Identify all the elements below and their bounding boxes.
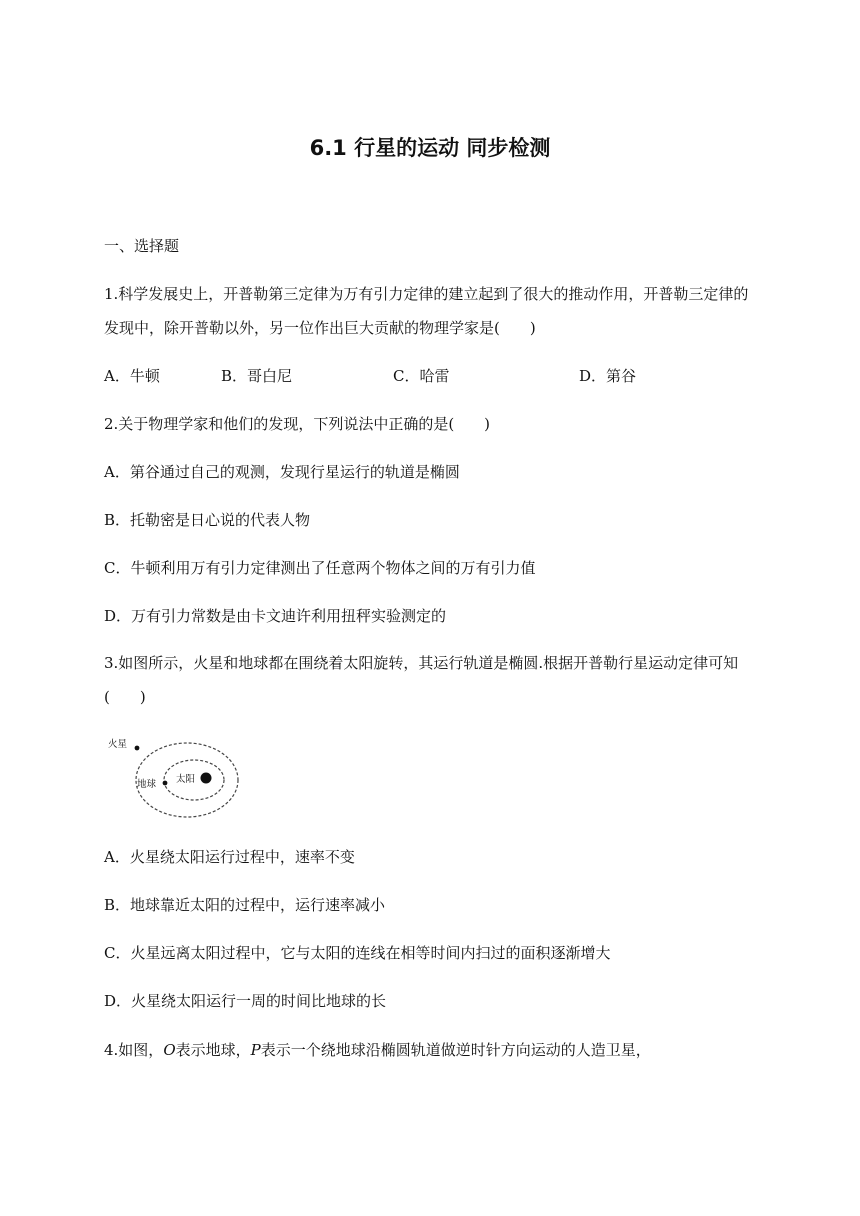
sun-label: 太阳 [176, 774, 196, 785]
q3-option-d: D．火星绕太阳运行一周的时间比地球的长 [104, 992, 387, 1010]
section-heading: 一、选择题 [104, 237, 180, 255]
q4-mid: 表示地球， [175, 1041, 251, 1059]
mars-label: 火星 [108, 739, 128, 750]
question-2-stem: 2.关于物理学家和他们的发现，下列说法中正确的是( ) [104, 415, 491, 433]
q4-var-o: O [163, 1041, 176, 1059]
q4-rest: 表示一个绕地球沿椭圆轨道做逆时针方向运动的人造卫星， [260, 1041, 651, 1059]
question-3-stem: 3.如图所示，火星和地球都在围绕着太阳旋转，其运行轨道是椭圆.根据开普勒行星运动定律可知( ) [104, 654, 739, 706]
question-1-stem: 1.科学发展史上，开普勒第三定律为万有引力定律的建立起到了很大的推动作用，开普勒三定律的发现中，除开普勒以外，另一位作出巨大贡献的物理学家是( ) [104, 285, 749, 337]
q4-prefix: 4.如图， [104, 1041, 164, 1059]
q2-option-c: C．牛顿利用万有引力定律测出了任意两个物体之间的万有引力值 [104, 559, 536, 577]
mars-dot [135, 746, 140, 751]
page-title: 6.1 行星的运动 同步检测 [309, 136, 551, 160]
q3-option-a: A．火星绕太阳运行过程中，速率不变 [104, 848, 355, 866]
q2-option-d: D．万有引力常数是由卡文迪许利用扭秤实验测定的 [104, 607, 447, 625]
q2-option-b: B．托勒密是日心说的代表人物 [104, 511, 311, 529]
q1-option-a: A．牛顿 [104, 367, 160, 385]
q4-var-p: P [250, 1041, 261, 1059]
q1-option-d: D．第谷 [579, 367, 637, 385]
q1-option-b: B．哥白尼 [221, 367, 293, 385]
earth-label: 地球 [137, 779, 157, 790]
orbit-diagram [104, 734, 244, 820]
question-4-stem [104, 1040, 651, 1060]
sun-dot [201, 773, 212, 784]
q3-option-c: C．火星远离太阳过程中，它与太阳的连线在相等时间内扫过的面积逐渐增大 [104, 944, 611, 962]
q1-option-c: C．哈雷 [393, 367, 450, 385]
q2-option-a: A．第谷通过自己的观测，发现行星运行的轨道是椭圆 [104, 463, 460, 481]
earth-dot [163, 781, 168, 786]
q3-option-b: B．地球靠近太阳的过程中，运行速率减小 [104, 896, 386, 914]
